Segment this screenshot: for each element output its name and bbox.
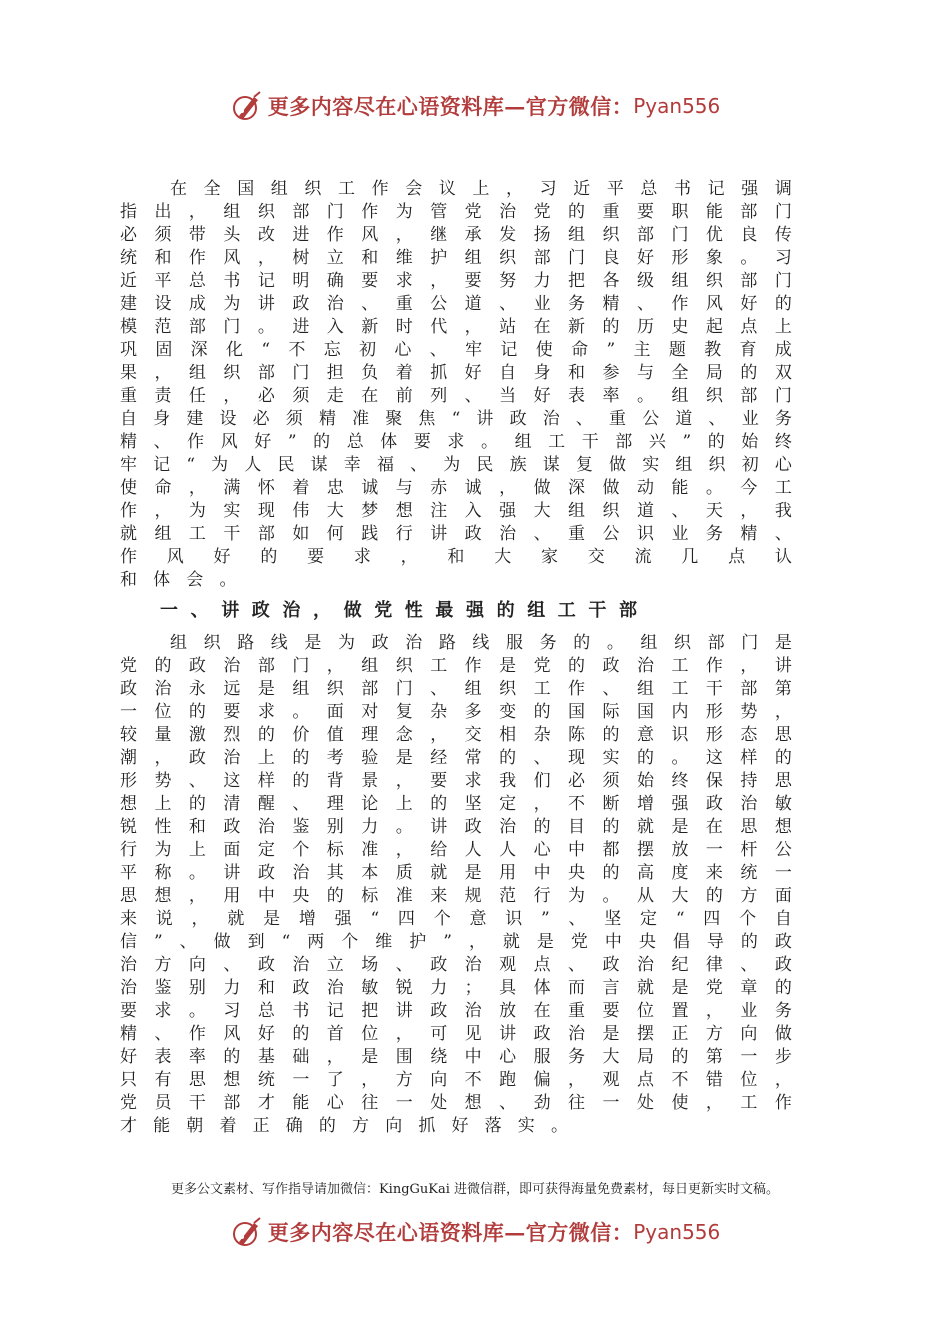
pen-nib-logo-icon [230, 1215, 264, 1249]
paragraph-2-last-line: 才能朝着正确的方向抓好落实。 [120, 1116, 585, 1136]
watermark-text: 更多内容尽在心语资料库—官方微信： [267, 1220, 634, 1245]
footer-note: 更多公文素材、写作指导请加微信：KingGuKai 进微信群，即可获得海量免费素材，每日更新实时文稿。 [170, 1182, 780, 1197]
watermark-text: 更多内容尽在心语资料库—官方微信： [267, 94, 634, 119]
paragraph-1: 在全国组织工作会议上，习近平总书记强调指出，组织部门作为管党治党的重要职能部门必须带头改进作风，继承发扬组织部门优良传统和作风，树立和维护组织部门良好形象。习近平总书记明确要求，要努力把各级组织部门建设成为讲政治、重公道、业务精、作风好的模范部门。进入新时代，站在新的历史起点上巩固深化“不忘初心、牢记使命”主题教育成果，组织部门担负着抓好自身和参与全局的双重责任，必须走在前列、当好表率。组织部门自身建设必须精准聚焦“讲政治、重公道、业务精、作风好”的总体要求。组工干部兴”的始终牢记“为人民谋幸福、为民族谋复做实组织初心使命，满怀着忠诚与赤诚，做深做动能。今工作，为实现伟大梦想注入强大组织道、天，我就组工干部如何践行讲政治、重公识业务精、作风好的要求，和大家交流几点认 [120, 179, 808, 567]
pen-nib-logo-icon [230, 89, 264, 123]
paragraph-2: 组织路线是为政治路线服务的。组织部门是党的政治部门，组织工作是党的政治工作，讲政治永远是组织部门、组织工作、组工干部第一位的要求。面对复杂多变的国际国内形势，较量激烈的价值理念，交相杂陈的意识形态思潮，政治上的考验是经常的、现实的。这样的形势、这样的背景，要求我们必须始终保持思想上的清醒、理论上的坚定，不断增强政治敏锐性和政治鉴别力。讲政治的目的就是在思想行为上面定个标准，给人人心中都摆放一杆公平称。讲政治其本质就是用中央的高度来统一思想，用中央的标准来规范行为。从大的方面来说，就是增强“四个意识”、坚定“四个自信”、做到“两个维护”，就是党中央倡导的政治方向、政治立场、政治观点、政治纪律、政治鉴别力和政治敏锐力；具体而言就是党章的要求。习总书记把讲政治放在重要位置，业务精、作风好的首位，可见讲政治是摆正方向做好表率的基础，是围绕中心服务大局的第一步只有思想统一了，方向不跑偏，观点不错位，党员干部才能心往一处想、劲往一处使，工作 [120, 633, 808, 1113]
watermark-account: Pyan556 [633, 94, 721, 118]
bottom-watermark-banner [0, 1210, 950, 1254]
top-watermark-banner [0, 84, 950, 128]
document-body [120, 178, 808, 1138]
watermark-account: Pyan556 [633, 1220, 721, 1244]
paragraph-1-last-line: 和体会。 [120, 570, 253, 590]
section-heading: 一、讲政治，做党性最强的组工干部 [160, 600, 650, 621]
